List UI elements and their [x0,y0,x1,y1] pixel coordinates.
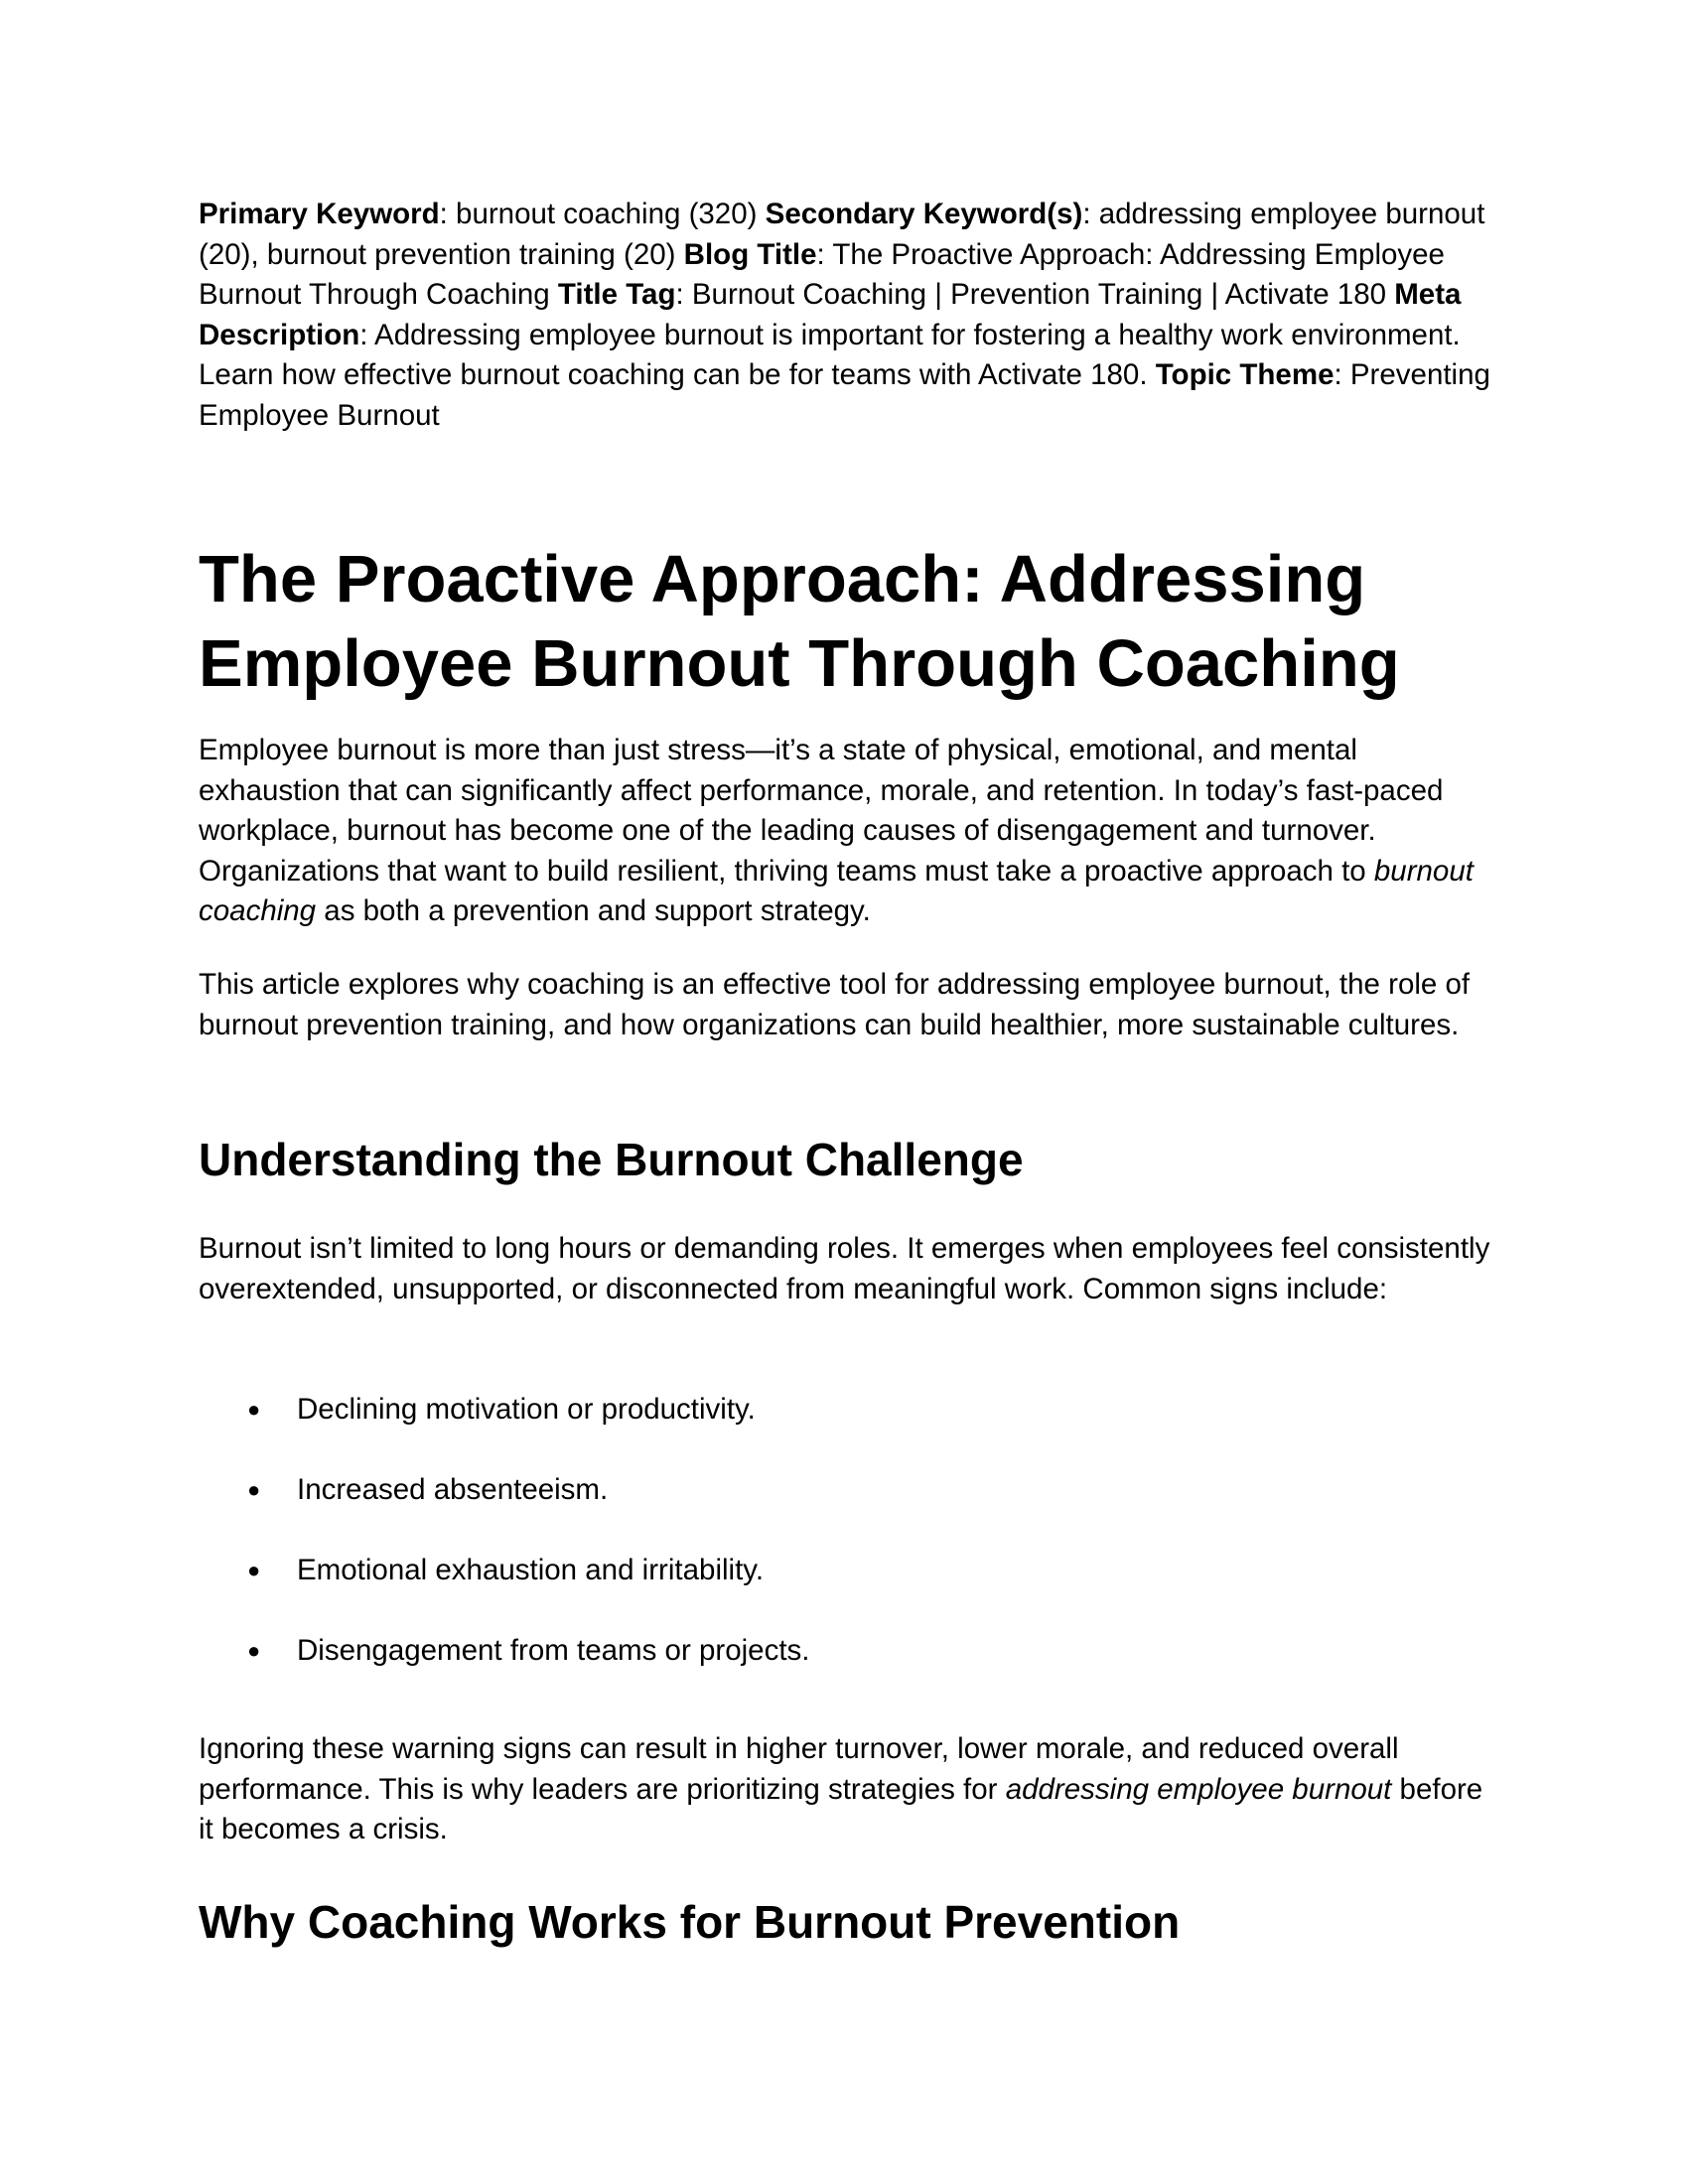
list-item [199,1470,1499,1551]
secondary-keyword-label: Secondary Keyword(s) [765,198,1083,230]
intro-p1-emphasis: burnout coaching [199,854,1474,927]
signs-list [199,1390,1499,1711]
primary-keyword-label: Primary Keyword [199,198,440,230]
bullet-icon: ● [247,1477,261,1502]
bullet-icon: ● [247,1558,261,1582]
bullet-icon: ● [247,1638,261,1663]
intro-p1-text-end: as both a prevention and support strategy. [316,894,871,927]
blog-title-value: : The Proactive Approach: Addressing Employee Burnout Through Coaching [199,237,1445,311]
section1-p2-emphasis: addressing employee burnout [1005,1772,1392,1806]
blog-title-label: Blog Title [683,237,817,271]
list-item [199,1551,1499,1631]
article-title: The Proactive Approach: Addressing Employee Burnout Through Coaching [199,542,1400,701]
section-heading-burnout-challenge [199,1132,1499,1187]
intro-p1-text: Employee burnout is more than just stress—it’s a state of physical, emotional, and mental exhaustion that can significantly affect performance, morale, and retention. In today’s fast-paced workplace, burnout has become one of the leading causes of disengagement and turnover. Organizations that want to build resilient, thriving teams must take a proactive approach to [199,734,1444,887]
section1-heading: Understanding the Burnout Challenge [199,1134,1024,1185]
section2-heading: Why Coaching Works for Burnout Prevention [199,1896,1181,1948]
seo-metadata [199,195,1499,436]
list-item [199,1631,1499,1711]
title-tag-label: Title Tag [557,278,676,311]
section1-p2-text-end: before it becomes a crisis. [199,1772,1483,1845]
list-item-text: Declining motivation or productivity. [297,1393,756,1426]
primary-keyword-value: : burnout coaching (320) [439,198,766,230]
meta-description-label: Meta Description [199,278,1462,351]
list-item-text: Emotional exhaustion and irritability. [297,1554,765,1586]
list-item-text: Increased absenteeism. [297,1473,609,1506]
list-item-text: Disengagement from teams or projects. [297,1634,810,1667]
section1-paragraph-2 [199,1729,1499,1850]
bullet-icon: ● [247,1397,261,1422]
meta-description-value: : Addressing employee burnout is important for fostering a healthy work environment. Learn how effective burnout coaching can be for teams with Activate 180. [199,318,1461,391]
section-heading-why-coaching [199,1894,1499,1950]
list-item [199,1390,1499,1470]
title-tag-value: : Burnout Coaching | Prevention Training | Activate 180 [675,278,1395,311]
intro-paragraph-1 [199,731,1499,932]
document-page [199,195,1499,1948]
section1-p2-text: Ignoring these warning signs can result in higher turnover, lower morale, and reduced overall performance. This is why leaders are prioritizing strategies for [199,1732,1399,1806]
secondary-keyword-value: : addressing employee burnout (20), burnout prevention training (20) [199,198,1485,271]
section1-p1-text: Burnout isn’t limited to long hours or demanding roles. It emerges when employees feel consistently overextended, unsupported, or disconnected from meaningful work. Common signs include: [199,1232,1490,1305]
intro-p2-text: This article explores why coaching is an effective tool for addressing employee burnout, the role of burnout prevention training, and how organizations can build healthier, more sustainable cultures. [199,968,1471,1041]
section1-paragraph-1 [199,1229,1499,1309]
intro-paragraph-2 [199,965,1499,1045]
topic-theme-label: Topic Theme [1155,358,1335,391]
topic-theme-value: : Preventing Employee Burnout [199,358,1490,432]
